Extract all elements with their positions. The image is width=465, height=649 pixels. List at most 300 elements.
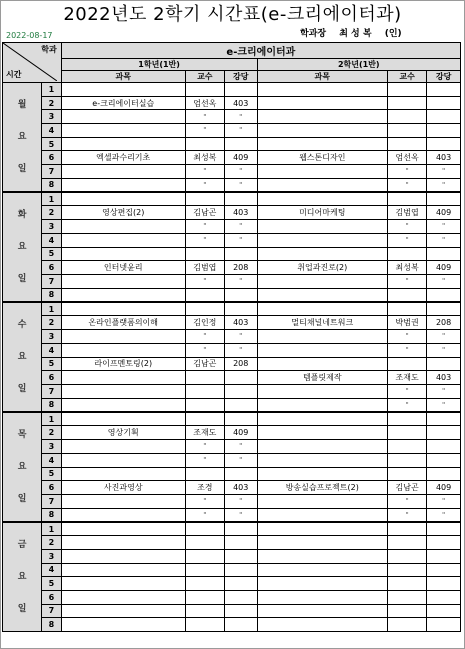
year1-room-cell: 208 — [224, 261, 257, 275]
year1-professor-cell — [185, 522, 224, 536]
year2-subject-cell — [257, 220, 388, 234]
year2-subject-cell — [257, 165, 388, 179]
year2-subject-cell — [257, 192, 388, 206]
year1-room-cell: 403 — [224, 96, 257, 110]
year1-professor-cell — [185, 83, 224, 97]
year2-room-cell: 409 — [427, 261, 461, 275]
year1-subject-cell — [61, 192, 185, 206]
header-corner — [3, 43, 62, 83]
year1-professor-cell: " — [185, 330, 224, 344]
year2-subject-header: 과목 — [257, 71, 388, 83]
year2-subject-cell — [257, 549, 388, 563]
table-row — [3, 467, 461, 481]
period-number: 7 — [42, 385, 62, 399]
table-row — [3, 549, 461, 563]
day-char: 요 — [17, 462, 27, 472]
table-row — [3, 440, 461, 454]
year1-subject-cell: e-크리에이터실습 — [61, 96, 185, 110]
year2-professor-cell: 박범권 — [388, 316, 427, 330]
period-number: 6 — [42, 371, 62, 385]
year1-room-cell — [224, 563, 257, 577]
period-number: 5 — [42, 247, 62, 261]
year1-subject-cell — [61, 288, 185, 302]
year2-subject-cell — [257, 453, 388, 467]
year1-professor-cell: 김범엽 — [185, 261, 224, 275]
year1-professor-cell: 조경 — [185, 481, 224, 495]
dept-name: e-크리에이터과 — [61, 43, 460, 59]
year1-room-cell — [224, 522, 257, 536]
year2-professor-cell — [388, 549, 427, 563]
year2-room-cell — [427, 577, 461, 591]
year2-room-cell — [427, 137, 461, 151]
year1-subject-header: 과목 — [61, 71, 185, 83]
year1-professor-cell — [185, 247, 224, 261]
year1-professor-cell — [185, 137, 224, 151]
year1-professor-cell: " — [185, 233, 224, 247]
year1-room-cell — [224, 590, 257, 604]
year1-subject-cell — [61, 453, 185, 467]
table-row — [3, 165, 461, 179]
year2-room-cell: " — [427, 178, 461, 192]
year2-professor-cell — [388, 83, 427, 97]
year2-subject-cell — [257, 343, 388, 357]
period-number: 6 — [42, 261, 62, 275]
year2-room-cell: " — [427, 385, 461, 399]
table-row — [3, 522, 461, 536]
year2-subject-cell — [257, 412, 388, 426]
table-row — [3, 371, 461, 385]
period-number: 1 — [42, 83, 62, 97]
year1-room-cell: " — [224, 220, 257, 234]
year1-room-cell: " — [224, 233, 257, 247]
year1-room-cell — [224, 288, 257, 302]
day-char: 일 — [17, 164, 27, 174]
period-number: 1 — [42, 192, 62, 206]
year1-professor-cell: 김남곤 — [185, 206, 224, 220]
year2-subject-cell — [257, 618, 388, 632]
year1-subject-cell — [61, 495, 185, 509]
year1-professor-cell — [185, 288, 224, 302]
year1-room-cell — [224, 467, 257, 481]
year1-professor-cell — [185, 302, 224, 316]
time-label: 시간 — [6, 70, 22, 79]
page-title: 2022년도 2학기 시간표(e-크리에이터과) — [63, 4, 402, 25]
year1-professor-cell — [185, 549, 224, 563]
year1-subject-cell — [61, 247, 185, 261]
year1-professor-cell — [185, 385, 224, 399]
dept-label: 학과 — [41, 45, 57, 54]
year2-room-cell: 409 — [427, 481, 461, 495]
day-label — [3, 522, 42, 632]
year2-subject-cell: 웹스톤디자인 — [257, 151, 388, 165]
year1-subject-cell — [61, 577, 185, 591]
period-number: 2 — [42, 96, 62, 110]
year2-subject-cell — [257, 577, 388, 591]
year2-professor-cell — [388, 110, 427, 124]
period-number: 5 — [42, 357, 62, 371]
period-number: 5 — [42, 137, 62, 151]
year1-room-cell: " — [224, 124, 257, 138]
table-row — [3, 563, 461, 577]
year1-subject-cell — [61, 371, 185, 385]
year2-room-cell: " — [427, 508, 461, 522]
period-number: 3 — [42, 220, 62, 234]
day-char: 목 — [17, 430, 27, 440]
year1-subject-cell: 사진과영상 — [61, 481, 185, 495]
year2-subject-cell — [257, 426, 388, 440]
approval-signature — [300, 28, 412, 40]
year2-professor-cell: " — [388, 330, 427, 344]
year2-subject-cell — [257, 178, 388, 192]
year2-professor-cell: " — [388, 275, 427, 289]
year2-subject-cell — [257, 440, 388, 454]
year1-room-cell — [224, 137, 257, 151]
year1-subject-cell — [61, 165, 185, 179]
year2-subject-cell — [257, 233, 388, 247]
year2-subject-cell — [257, 522, 388, 536]
table-row — [3, 536, 461, 550]
year1-professor-cell: " — [185, 508, 224, 522]
table-row — [3, 343, 461, 357]
year2-room-cell — [427, 549, 461, 563]
year1-room-cell — [224, 618, 257, 632]
period-number: 8 — [42, 288, 62, 302]
year1-room-cell: " — [224, 453, 257, 467]
year2-room-cell: 208 — [427, 316, 461, 330]
period-number: 4 — [42, 343, 62, 357]
year2-subject-cell — [257, 508, 388, 522]
table-row — [3, 426, 461, 440]
year2-room-cell: 403 — [427, 151, 461, 165]
table-row — [3, 302, 461, 316]
year2-subject-cell — [257, 398, 388, 412]
year2-subject-cell — [257, 288, 388, 302]
year2-professor-cell — [388, 124, 427, 138]
year1-professor-cell — [185, 618, 224, 632]
year1-room-header: 강당 — [224, 71, 257, 83]
year2-subject-cell — [257, 96, 388, 110]
year2-professor-cell: 김범엽 — [388, 206, 427, 220]
year2-professor-cell — [388, 618, 427, 632]
year2-room-cell — [427, 536, 461, 550]
year2-room-cell — [427, 247, 461, 261]
year2-subject-cell — [257, 247, 388, 261]
period-number: 6 — [42, 151, 62, 165]
table-row — [3, 288, 461, 302]
year1-professor-cell: " — [185, 165, 224, 179]
year1-professor-cell: " — [185, 440, 224, 454]
year2-room-cell: " — [427, 343, 461, 357]
year1-professor-cell: " — [185, 220, 224, 234]
year2-subject-cell: 멀티채널네트워크 — [257, 316, 388, 330]
table-row — [3, 206, 461, 220]
year2-subject-cell — [257, 83, 388, 97]
year1-professor-cell: " — [185, 178, 224, 192]
year1-room-cell: 403 — [224, 316, 257, 330]
table-row — [3, 275, 461, 289]
year2-professor-cell — [388, 453, 427, 467]
year2-subject-cell — [257, 495, 388, 509]
year2-room-cell: " — [427, 165, 461, 179]
period-number: 1 — [42, 522, 62, 536]
year2-room-cell — [427, 618, 461, 632]
year1-subject-cell — [61, 275, 185, 289]
year2-subject-cell — [257, 357, 388, 371]
table-row — [3, 357, 461, 371]
year1-room-cell — [224, 398, 257, 412]
day-char: 화 — [17, 210, 27, 220]
period-number: 3 — [42, 549, 62, 563]
year2-room-header: 강당 — [427, 71, 461, 83]
period-number: 5 — [42, 467, 62, 481]
year1-subject-cell — [61, 302, 185, 316]
sign-seal: (인) — [384, 29, 402, 39]
year1-subject-cell: 온라인플랫폼의이해 — [61, 316, 185, 330]
year1-room-cell: 409 — [224, 151, 257, 165]
year1-room-cell — [224, 549, 257, 563]
year1-subject-cell — [61, 83, 185, 97]
table-row — [3, 261, 461, 275]
period-number: 1 — [42, 302, 62, 316]
year1-subject-cell — [61, 137, 185, 151]
day-char: 수 — [17, 320, 27, 330]
table-row — [3, 178, 461, 192]
year1-room-cell: " — [224, 330, 257, 344]
day-char: 요 — [17, 242, 27, 252]
year1-professor-cell — [185, 563, 224, 577]
year2-subject-cell — [257, 302, 388, 316]
year2-professor-cell: 엄선옥 — [388, 151, 427, 165]
year1-professor-cell: " — [185, 110, 224, 124]
year2-professor-cell: " — [388, 385, 427, 399]
table-row — [3, 83, 461, 97]
day-char: 일 — [17, 604, 27, 614]
day-label — [3, 192, 42, 302]
year2-room-cell — [427, 124, 461, 138]
year1-room-cell — [224, 577, 257, 591]
table-row — [3, 508, 461, 522]
year1-room-cell — [224, 604, 257, 618]
period-number: 7 — [42, 495, 62, 509]
period-number: 7 — [42, 604, 62, 618]
year2-professor-cell: " — [388, 343, 427, 357]
year2-subject-cell — [257, 124, 388, 138]
year1-subject-cell: 영상기획 — [61, 426, 185, 440]
sign-name: 최 성 복 — [339, 29, 372, 39]
table-row — [3, 96, 461, 110]
year1-subject-cell — [61, 549, 185, 563]
year1-header: 1학년(1반) — [61, 59, 257, 71]
year2-professor-cell — [388, 96, 427, 110]
year1-room-cell: 409 — [224, 426, 257, 440]
year2-room-cell — [427, 426, 461, 440]
year1-professor-cell: 최성복 — [185, 151, 224, 165]
year2-room-cell — [427, 288, 461, 302]
year2-professor-cell — [388, 137, 427, 151]
table-row — [3, 110, 461, 124]
year2-subject-cell: 미디어마케팅 — [257, 206, 388, 220]
year1-subject-cell — [61, 178, 185, 192]
year1-subject-cell — [61, 522, 185, 536]
year2-professor-cell: 조재도 — [388, 371, 427, 385]
period-number: 3 — [42, 330, 62, 344]
year1-professor-cell — [185, 467, 224, 481]
table-row — [3, 247, 461, 261]
year2-room-cell — [427, 192, 461, 206]
year1-subject-cell — [61, 590, 185, 604]
year1-subject-cell — [61, 536, 185, 550]
year1-room-cell — [224, 385, 257, 399]
year1-room-cell: " — [224, 275, 257, 289]
year1-subject-cell — [61, 385, 185, 399]
year1-professor-cell: " — [185, 275, 224, 289]
day-label — [3, 302, 42, 412]
table-row — [3, 453, 461, 467]
day-label — [3, 412, 42, 522]
year1-room-cell: " — [224, 508, 257, 522]
year1-professor-cell — [185, 536, 224, 550]
year1-room-cell — [224, 412, 257, 426]
year1-room-cell — [224, 247, 257, 261]
year1-room-cell: " — [224, 343, 257, 357]
year2-subject-cell — [257, 275, 388, 289]
year2-professor-cell: " — [388, 508, 427, 522]
year1-room-cell — [224, 83, 257, 97]
year1-professor-header: 교수 — [185, 71, 224, 83]
day-label — [3, 83, 42, 193]
year2-professor-cell — [388, 247, 427, 261]
year1-room-cell: " — [224, 178, 257, 192]
year2-subject-cell — [257, 330, 388, 344]
period-number: 1 — [42, 412, 62, 426]
timetable — [2, 42, 461, 632]
table-row — [3, 151, 461, 165]
table-row — [3, 137, 461, 151]
table-row — [3, 330, 461, 344]
year2-room-cell: " — [427, 495, 461, 509]
year1-subject-cell — [61, 563, 185, 577]
year2-room-cell — [427, 590, 461, 604]
year1-subject-cell — [61, 398, 185, 412]
year2-room-cell — [427, 302, 461, 316]
year1-subject-cell — [61, 330, 185, 344]
year2-room-cell — [427, 357, 461, 371]
year2-professor-cell: 최성복 — [388, 261, 427, 275]
table-row — [3, 577, 461, 591]
year1-subject-cell — [61, 412, 185, 426]
table-row — [3, 233, 461, 247]
period-number: 2 — [42, 316, 62, 330]
year1-room-cell: 208 — [224, 357, 257, 371]
year2-room-cell: " — [427, 398, 461, 412]
year1-room-cell: " — [224, 110, 257, 124]
table-row — [3, 412, 461, 426]
year2-subject-cell — [257, 536, 388, 550]
table-row — [3, 192, 461, 206]
year2-subject-cell: 방송실습프로젝트(2) — [257, 481, 388, 495]
period-number: 4 — [42, 233, 62, 247]
year2-room-cell — [427, 412, 461, 426]
year2-subject-cell — [257, 590, 388, 604]
period-number: 8 — [42, 398, 62, 412]
year1-professor-cell: " — [185, 495, 224, 509]
year2-subject-cell: 취업과진로(2) — [257, 261, 388, 275]
year1-professor-cell: " — [185, 124, 224, 138]
year2-room-cell — [427, 83, 461, 97]
period-number: 7 — [42, 165, 62, 179]
year2-professor-cell — [388, 563, 427, 577]
year2-subject-cell — [257, 604, 388, 618]
year2-professor-cell — [388, 412, 427, 426]
year1-professor-cell — [185, 590, 224, 604]
period-number: 5 — [42, 577, 62, 591]
day-char: 일 — [17, 274, 27, 284]
year2-room-cell: 409 — [427, 206, 461, 220]
table-row — [3, 590, 461, 604]
year1-subject-cell: 엑셀과수리기초 — [61, 151, 185, 165]
day-char: 일 — [17, 384, 27, 394]
year2-room-cell — [427, 453, 461, 467]
period-number: 2 — [42, 536, 62, 550]
year2-professor-cell — [388, 536, 427, 550]
year2-professor-cell — [388, 302, 427, 316]
year2-room-cell: 403 — [427, 371, 461, 385]
year2-room-cell — [427, 563, 461, 577]
day-char: 월 — [17, 100, 27, 110]
period-number: 6 — [42, 590, 62, 604]
year2-room-cell — [427, 522, 461, 536]
year1-professor-cell: 김인정 — [185, 316, 224, 330]
period-number: 3 — [42, 440, 62, 454]
year2-room-cell — [427, 96, 461, 110]
year1-professor-cell: " — [185, 453, 224, 467]
year1-room-cell — [224, 536, 257, 550]
sign-role: 학과장 — [300, 29, 327, 39]
table-row — [3, 124, 461, 138]
year2-professor-cell — [388, 440, 427, 454]
day-char: 금 — [17, 540, 27, 550]
year2-room-cell — [427, 440, 461, 454]
year1-subject-cell — [61, 343, 185, 357]
year1-subject-cell — [61, 618, 185, 632]
document-date: 2022-08-17 — [6, 31, 53, 40]
year1-professor-cell: 엄선옥 — [185, 96, 224, 110]
year2-professor-header: 교수 — [388, 71, 427, 83]
period-number: 6 — [42, 481, 62, 495]
year1-subject-cell — [61, 440, 185, 454]
year2-professor-cell — [388, 426, 427, 440]
table-row — [3, 316, 461, 330]
year2-professor-cell: " — [388, 178, 427, 192]
year1-professor-cell — [185, 412, 224, 426]
period-number: 4 — [42, 453, 62, 467]
year1-subject-cell: 라이프멘토링(2) — [61, 357, 185, 371]
year2-room-cell: " — [427, 275, 461, 289]
year2-room-cell: " — [427, 330, 461, 344]
table-row — [3, 385, 461, 399]
year1-subject-cell — [61, 124, 185, 138]
day-char: 일 — [17, 494, 27, 504]
year2-professor-cell — [388, 467, 427, 481]
year2-room-cell — [427, 604, 461, 618]
year1-subject-cell — [61, 604, 185, 618]
year2-professor-cell — [388, 192, 427, 206]
period-number: 8 — [42, 178, 62, 192]
table-row — [3, 495, 461, 509]
year1-room-cell — [224, 371, 257, 385]
year2-room-cell: " — [427, 233, 461, 247]
year1-professor-cell — [185, 192, 224, 206]
